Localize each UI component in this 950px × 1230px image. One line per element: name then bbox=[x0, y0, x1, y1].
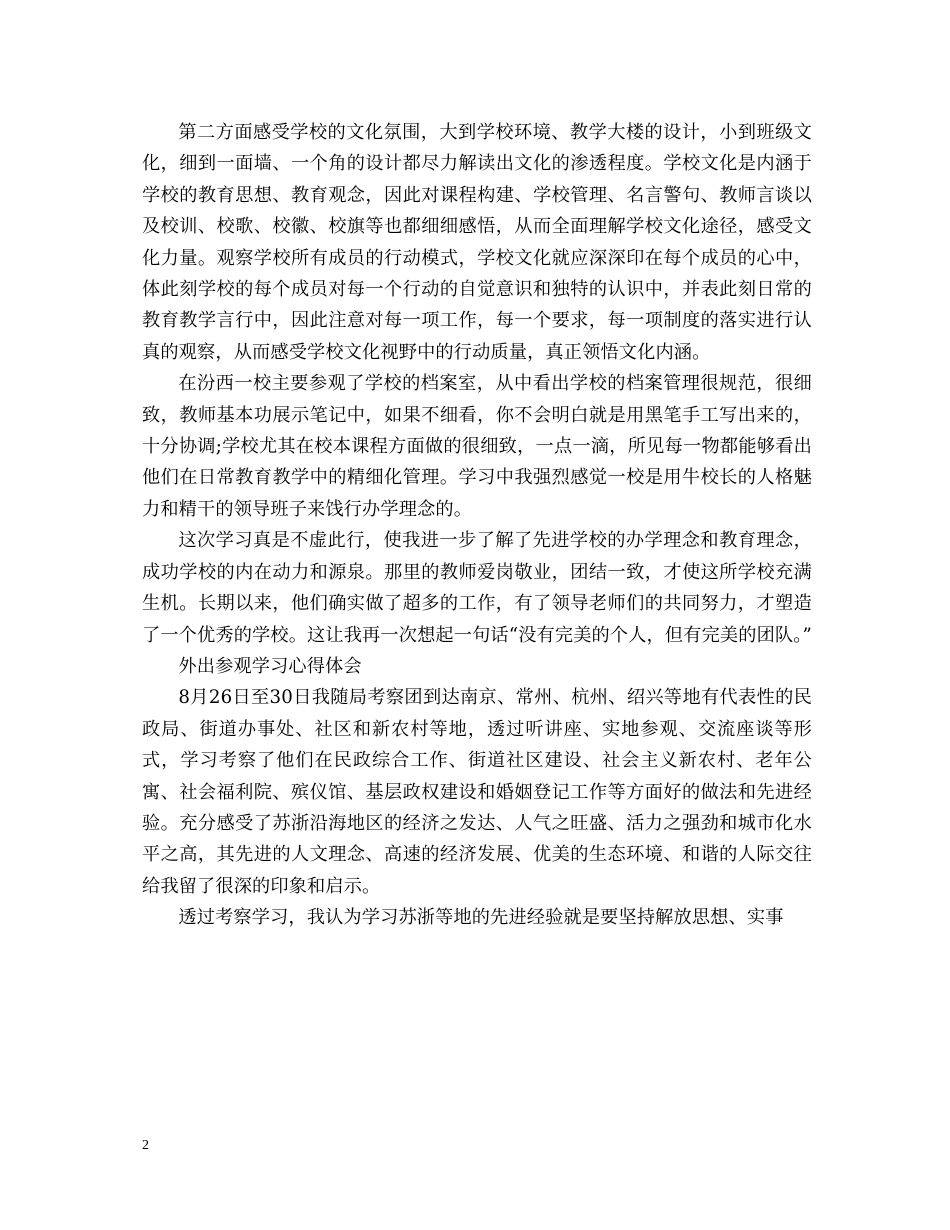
paragraph-fenxi-school: 在汾西一校主要参观了学校的档案室，从中看出学校的档案管理很规范，很细致，教师基本功展示笔记中，如果不细看，你不会明白就是用黑笔手工写出来的，十分协调;学校尤其在校本课程方面做的很细致，一点一滴，所见每一物都能够看出他们在日常教育教学中的精细化管理。学习中我强烈感觉一校是用牛校长的人格魅力和精干的领导班子来饯行办学理念的。 bbox=[142, 373, 812, 520]
paragraph-school-culture: 第二方面感受学校的文化氛围，大到学校环境、教学大楼的设计，小到班级文化，细到一面墙、一个角的设计都尽力解读出文化的渗透程度。学校文化是内涵于学校的教育思想、教育观念，因此对课程构建、学校管理、名言警句、教师言谈以及校训、校歌、校徽、校旗等也都细细感悟，从而全面理解学校文化途径，感受文化力量。观察学校所有成员的行动模式，学校文化就应深深印在每个成员的心中，体此刻学校的每个成员对每一个行动的自觉意识和独特的认识中，并表此刻日常的教育教学言行中，因此注意对每一项工作，每一个要求，每一项制度的落实进行认真的观察，从而感受学校文化视野中的行动质量，真正领悟文化内涵。 bbox=[142, 122, 812, 363]
paragraph-inspection-trip: 8月26日至30日我随局考察团到达南京、常州、杭州、绍兴等地有代表性的民政局、街道办事处、社区和新农村等地，透过听讲座、实地参观、交流座谈等形式，学习考察了他们在民政综合工作、街道社区建设、社会主义新农村、老年公寓、社会福利院、殡仪馆、基层政权建设和婚姻登记工作等方面好的做法和先进经验。充分感受了苏浙沿海地区的经济之发达、人气之旺盛、活力之强劲和城市化水平之高，其先进的人文理念、高速的经济发展、优美的生态环境、和谐的人际交往给我留了很深的印象和启示。 bbox=[142, 687, 812, 897]
paragraph-conclusion-start: 透过考察学习，我认为学习苏浙等地的先进经验就是要坚持解放思想、实事 bbox=[178, 907, 784, 929]
document-body bbox=[142, 117, 812, 934]
paragraph-study-summary: 这次学习真是不虚此行，使我进一步了解了先进学校的办学理念和教育理念，成功学校的内在动力和源泉。那里的教师爱岗敬业，团结一致，才使这所学校充满生机。长期以来，他们确实做了超多的工作，有了领导老师们的共同努力，才塑造了一个优秀的学校。这让我再一次想起一句话“没有完美的个人，但有完美的团队。” bbox=[142, 530, 812, 646]
section-title: 外出参观学习心得体会 bbox=[178, 655, 362, 677]
page-number: 2 bbox=[142, 1138, 149, 1153]
